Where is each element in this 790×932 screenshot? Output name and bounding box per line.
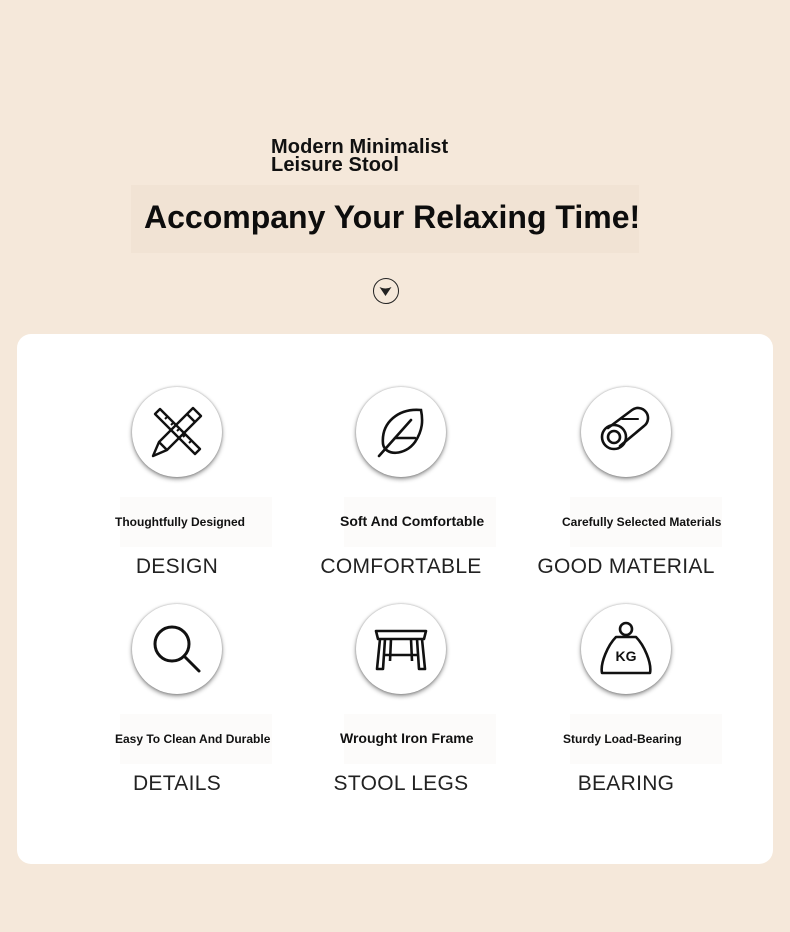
feature-caption: Wrought Iron Frame	[340, 730, 474, 746]
feature-label: DESIGN	[135, 555, 219, 578]
feature-caption: Thoughtfully Designed	[115, 515, 245, 529]
feature-caption: Sturdy Load-Bearing	[563, 732, 682, 746]
kg-text: KG	[615, 648, 637, 664]
feature-icon-circle	[356, 604, 446, 694]
feature-icon-circle	[132, 604, 222, 694]
feature-label: STOOL LEGS	[333, 772, 469, 795]
pencil-ruler-icon	[147, 402, 207, 462]
features-card	[17, 334, 773, 864]
feature-label: DETAILS	[132, 772, 222, 795]
stool-icon	[371, 619, 431, 679]
feature-icon-circle	[356, 387, 446, 477]
chevron-down-icon	[374, 279, 397, 302]
feature-icon-circle	[581, 387, 671, 477]
feature-label: GOOD MATERIAL	[537, 555, 715, 578]
feature-label: COMFORTABLE	[320, 555, 482, 578]
feature-caption: Soft And Comfortable	[340, 513, 485, 529]
subtitle-line-2: Leisure Stool	[271, 154, 399, 176]
feature-caption: Easy To Clean And Durable	[115, 732, 271, 746]
feature-caption: Carefully Selected Materials	[562, 515, 722, 529]
feature-label: BEARING	[577, 772, 675, 795]
feature-icon-circle	[132, 387, 222, 477]
subtitle-line-1: Modern Minimalist	[271, 136, 449, 158]
kg-weight-icon	[596, 619, 656, 679]
leaf-icon	[371, 402, 431, 462]
magnifier-icon	[147, 619, 207, 679]
headline: Accompany Your Relaxing Time!	[144, 199, 641, 235]
subtitle	[271, 138, 448, 174]
feature-icon-circle	[581, 604, 671, 694]
scroll-down-button[interactable]	[373, 278, 399, 304]
wood-log-icon	[596, 402, 656, 462]
